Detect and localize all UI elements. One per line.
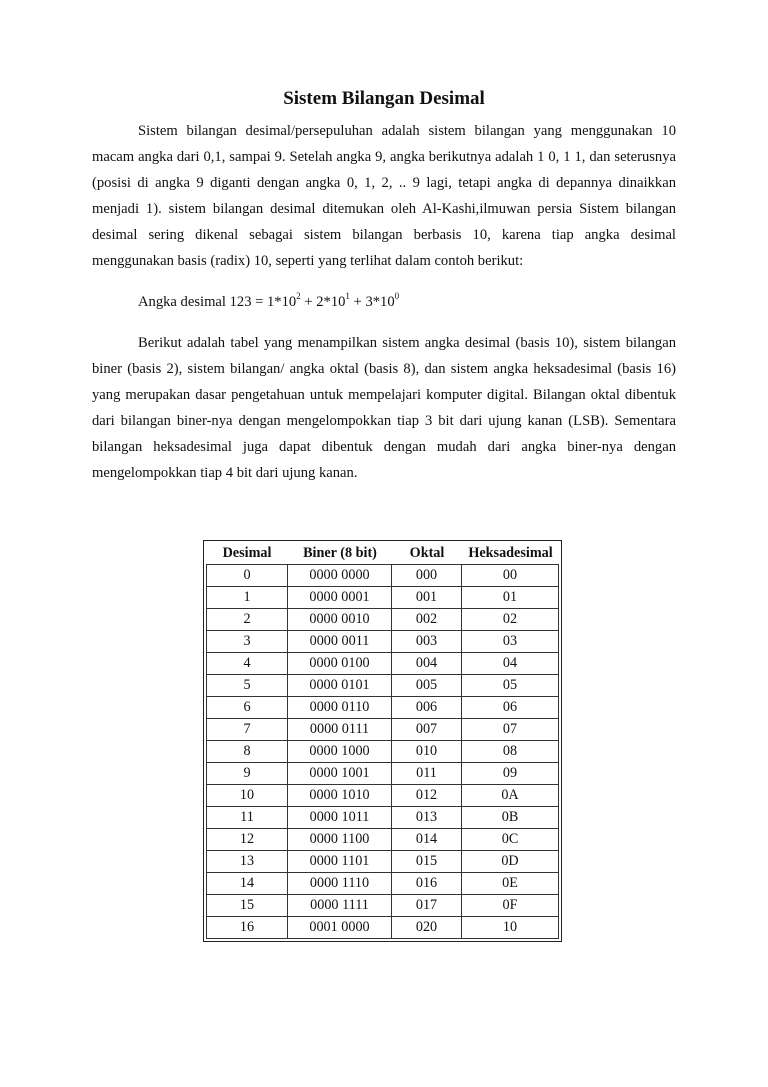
cell-biner: 0000 1100	[288, 829, 392, 851]
cell-heksadesimal: 0C	[462, 829, 559, 851]
table-row	[206, 895, 559, 917]
formula-exponent-0: 0	[394, 291, 400, 301]
cell-biner: 0000 0001	[288, 587, 392, 609]
cell-biner: 0000 1001	[288, 763, 392, 785]
cell-desimal: 0	[206, 565, 288, 587]
cell-desimal: 4	[206, 653, 288, 675]
cell-oktal: 010	[392, 741, 462, 763]
document-page	[92, 88, 676, 486]
cell-heksadesimal: 0E	[462, 873, 559, 895]
cell-desimal: 8	[206, 741, 288, 763]
cell-heksadesimal: 05	[462, 675, 559, 697]
cell-oktal: 004	[392, 653, 462, 675]
formula-exponent-1: 1	[345, 291, 350, 301]
table-header-row	[206, 543, 559, 565]
cell-heksadesimal: 03	[462, 631, 559, 653]
cell-biner: 0000 1110	[288, 873, 392, 895]
cell-heksadesimal: 08	[462, 741, 559, 763]
cell-biner: 0000 0101	[288, 675, 392, 697]
table-row	[206, 763, 559, 785]
cell-biner: 0000 0011	[288, 631, 392, 653]
cell-biner: 0001 0000	[288, 917, 392, 939]
table-row	[206, 609, 559, 631]
header-desimal: Desimal	[206, 543, 288, 565]
table-row	[206, 631, 559, 653]
table-row	[206, 785, 559, 807]
cell-heksadesimal: 04	[462, 653, 559, 675]
cell-oktal: 014	[392, 829, 462, 851]
cell-biner: 0000 1111	[288, 895, 392, 917]
table-row	[206, 653, 559, 675]
formula-exponent-2: 2	[296, 291, 301, 301]
table-row	[206, 565, 559, 587]
cell-heksadesimal: 09	[462, 763, 559, 785]
cell-heksadesimal: 00	[462, 565, 559, 587]
cell-heksadesimal: 06	[462, 697, 559, 719]
cell-biner: 0000 1000	[288, 741, 392, 763]
header-heksadesimal: Heksadesimal	[462, 543, 559, 565]
cell-desimal: 7	[206, 719, 288, 741]
cell-biner: 0000 0110	[288, 697, 392, 719]
cell-desimal: 12	[206, 829, 288, 851]
cell-desimal: 9	[206, 763, 288, 785]
cell-desimal: 1	[206, 587, 288, 609]
number-systems-table	[203, 540, 562, 942]
cell-desimal: 14	[206, 873, 288, 895]
formula-term-3: + 3*10	[349, 294, 395, 310]
cell-desimal: 13	[206, 851, 288, 873]
cell-desimal: 6	[206, 697, 288, 719]
cell-desimal: 15	[206, 895, 288, 917]
cell-desimal: 11	[206, 807, 288, 829]
cell-oktal: 013	[392, 807, 462, 829]
table-row	[206, 719, 559, 741]
cell-oktal: 020	[392, 917, 462, 939]
formula-prefix: Angka desimal 123 = 1*10	[138, 294, 297, 310]
table-row	[206, 697, 559, 719]
cell-oktal: 002	[392, 609, 462, 631]
cell-biner: 0000 1010	[288, 785, 392, 807]
cell-oktal: 015	[392, 851, 462, 873]
cell-oktal: 006	[392, 697, 462, 719]
table-row	[206, 807, 559, 829]
table-body	[206, 565, 559, 939]
number-systems-table-wrapper	[203, 540, 562, 942]
cell-heksadesimal: 01	[462, 587, 559, 609]
cell-heksadesimal: 0B	[462, 807, 559, 829]
cell-desimal: 16	[206, 917, 288, 939]
table-row	[206, 829, 559, 851]
cell-heksadesimal: 0F	[462, 895, 559, 917]
header-oktal: Oktal	[392, 543, 462, 565]
cell-oktal: 011	[392, 763, 462, 785]
cell-oktal: 012	[392, 785, 462, 807]
cell-biner: 0000 1011	[288, 807, 392, 829]
formula-term-2: + 2*10	[300, 294, 346, 310]
cell-biner: 0000 1101	[288, 851, 392, 873]
cell-oktal: 003	[392, 631, 462, 653]
table-row	[206, 587, 559, 609]
table-row	[206, 851, 559, 873]
cell-oktal: 001	[392, 587, 462, 609]
cell-desimal: 5	[206, 675, 288, 697]
cell-heksadesimal: 02	[462, 609, 559, 631]
cell-biner: 0000 0111	[288, 719, 392, 741]
cell-heksadesimal: 10	[462, 917, 559, 939]
table-row	[206, 675, 559, 697]
cell-desimal: 2	[206, 609, 288, 631]
cell-biner: 0000 0010	[288, 609, 392, 631]
header-biner: Biner (8 bit)	[288, 543, 392, 565]
table-row	[206, 873, 559, 895]
cell-oktal: 000	[392, 565, 462, 587]
cell-oktal: 016	[392, 873, 462, 895]
cell-heksadesimal: 07	[462, 719, 559, 741]
cell-biner: 0000 0100	[288, 653, 392, 675]
cell-heksadesimal: 0A	[462, 785, 559, 807]
cell-oktal: 007	[392, 719, 462, 741]
cell-oktal: 017	[392, 895, 462, 917]
table-row	[206, 917, 559, 939]
cell-desimal: 10	[206, 785, 288, 807]
cell-heksadesimal: 0D	[462, 851, 559, 873]
cell-biner: 0000 0000	[288, 565, 392, 587]
page-title: Sistem Bilangan Desimal	[283, 88, 485, 109]
table-intro-paragraph: Berikut adalah tabel yang menampilkan sistem angka desimal (basis 10), sistem bilangan biner (basis 2), sistem bilangan/ angka oktal (basis 8), dan sistem angka heksadesimal (basis 16) yang merupakan dasar pengetahuan untuk mempelajari komputer digital. Bilangan oktal dibentuk dari bilangan biner-nya dengan mengelompokkan tiap 3 bit dari ujung kanan (LSB). Sementara bilangan heksadesimal juga dapat dibentuk dengan mudah dari angka biner-nya dengan mengelompokkan tiap 4 bit dari ujung kanan.	[92, 335, 676, 481]
cell-desimal: 3	[206, 631, 288, 653]
example-formula	[138, 292, 676, 312]
cell-oktal: 005	[392, 675, 462, 697]
intro-paragraph: Sistem bilangan desimal/persepuluhan adalah sistem bilangan yang menggunakan 10 macam angka dari 0,1, sampai 9. Setelah angka 9, angka berikutnya adalah 1 0, 1 1, dan seterusnya (posisi di angka 9 diganti dengan angka 0, 1, 2, .. 9 lagi, tetapi angka di depannya dinaikkan menjadi 1). sistem bilangan desimal ditemukan oleh Al-Kashi,ilmuwan persia Sistem bilangan desimal sering dikenal sebagai sistem bilangan berbasis 10, karena tiap angka desimal menggunakan basis (radix) 10, seperti yang terlihat dalam contoh berikut:	[92, 123, 676, 269]
table-row	[206, 741, 559, 763]
